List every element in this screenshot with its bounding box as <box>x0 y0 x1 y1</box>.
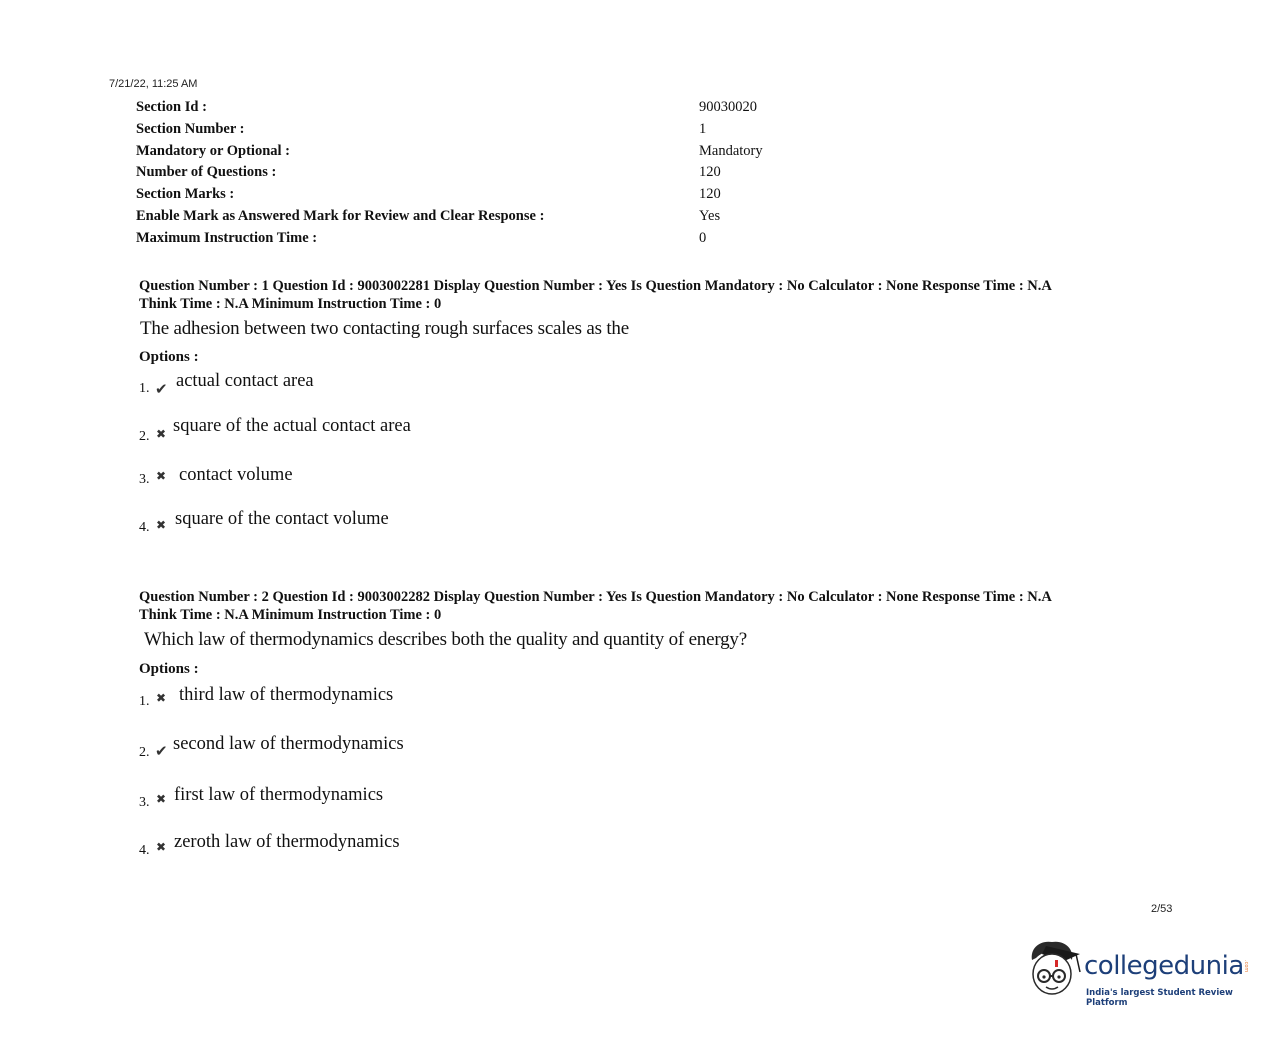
wrong-cross-icon: ✖ <box>156 469 167 483</box>
num-questions-value: 120 <box>699 164 721 180</box>
option-number: 4. <box>139 520 150 535</box>
enable-mark-value: Yes <box>699 208 721 224</box>
question-1-text: The adhesion between two contacting rough surfaces scales as the <box>140 318 629 339</box>
option-number: 2. <box>139 429 150 444</box>
max-instruction-time-value: 0 <box>699 230 707 246</box>
option-text: second law of thermodynamics <box>173 734 404 754</box>
print-timestamp: 7/21/22, 11:25 AM <box>109 78 198 90</box>
question-1-header-line1: Question Number : 1 Question Id : 9003002281 Display Question Number : Yes Is Question Mandatory : No Calculator : None Response Time : N.A <box>139 278 1052 294</box>
mandatory-value: Mandatory <box>699 143 763 159</box>
correct-check-icon: ✔ <box>155 744 168 760</box>
option-number: 4. <box>139 843 150 858</box>
question-2-text: Which law of thermodynamics describes both the quality and quantity of energy? <box>144 629 747 650</box>
section-id-label: Section Id : <box>136 99 207 115</box>
option-number: 3. <box>139 795 150 810</box>
question-2-header-line1: Question Number : 2 Question Id : 9003002282 Display Question Number : Yes Is Question Mandatory : No Calculator : None Response Time : N.A <box>139 589 1052 605</box>
option-text: first law of thermodynamics <box>174 785 384 805</box>
logo-wordmark: collegedunia <box>1084 951 1244 981</box>
question-2-options-label: Options : <box>139 661 199 677</box>
enable-mark-label: Enable Mark as Answered Mark for Review and Clear Response : <box>136 208 545 224</box>
section-id-value: 90030020 <box>699 99 757 115</box>
option-number: 1. <box>139 694 150 709</box>
logo-tagline: India's largest Student Review Platform <box>1086 988 1233 1008</box>
option-text: third law of thermodynamics <box>179 685 394 705</box>
option-text: zeroth law of thermodynamics <box>174 832 400 852</box>
mascot-icon <box>1024 938 1086 1008</box>
wrong-cross-icon: ✖ <box>156 840 167 854</box>
section-marks-value: 120 <box>699 186 721 202</box>
option-number: 1. <box>139 381 150 396</box>
option-text: square of the contact volume <box>175 509 389 529</box>
wrong-cross-icon: ✖ <box>156 518 167 532</box>
section-marks-label: Section Marks : <box>136 186 235 202</box>
question-1-header-line2: Think Time : N.A Minimum Instruction Time : 0 <box>139 296 442 312</box>
question-2-header-line2: Think Time : N.A Minimum Instruction Time : 0 <box>139 607 442 623</box>
option-text: actual contact area <box>176 371 314 391</box>
num-questions-label: Number of Questions : <box>136 164 277 180</box>
question-2-header <box>139 588 1149 624</box>
wrong-cross-icon: ✖ <box>156 792 167 806</box>
option-number: 3. <box>139 472 150 487</box>
option-text: contact volume <box>179 465 293 485</box>
question-1-options-label: Options : <box>139 349 199 365</box>
option-number: 2. <box>139 745 150 760</box>
mandatory-label: Mandatory or Optional : <box>136 143 290 159</box>
question-1-header <box>139 277 1149 313</box>
section-number-value: 1 <box>699 121 707 137</box>
collegedunia-logo <box>1024 938 1254 1010</box>
page-number: 2/53 <box>1151 903 1173 915</box>
wrong-cross-icon: ✖ <box>156 691 167 705</box>
max-instruction-time-label: Maximum Instruction Time : <box>136 230 318 246</box>
logo-com-suffix: .com <box>1243 960 1249 973</box>
wrong-cross-icon: ✖ <box>156 427 167 441</box>
option-text: square of the actual contact area <box>173 416 411 436</box>
correct-check-icon: ✔ <box>155 382 168 398</box>
section-number-label: Section Number : <box>136 121 245 137</box>
